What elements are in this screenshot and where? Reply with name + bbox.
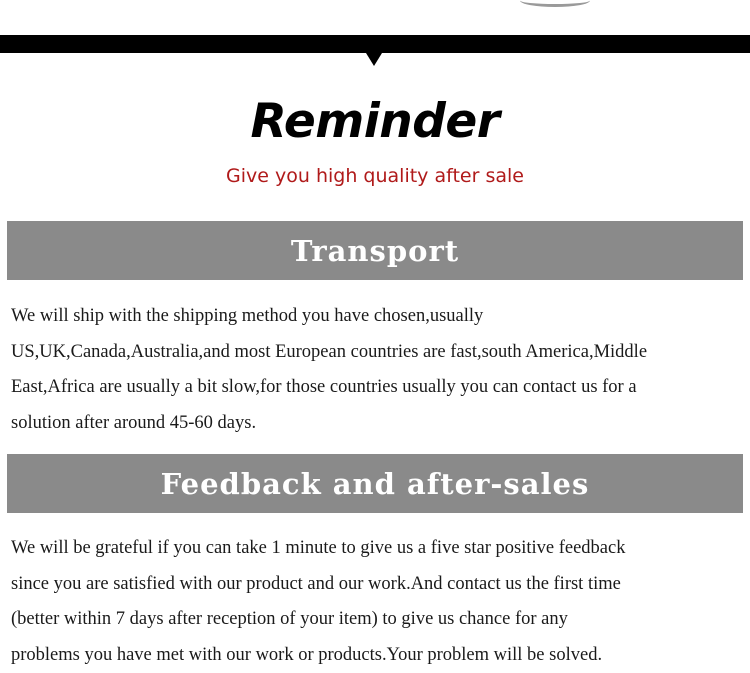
text-line: since you are satisfied with our product and our work.And contact us the first time: [11, 573, 621, 594]
text-line: We will be grateful if you can take 1 minute to give us a five star positive feedback: [11, 538, 626, 558]
section-title: Feedback and after-sales: [160, 466, 590, 501]
page-subtitle: Give you high quality after sale: [226, 165, 524, 187]
product-image-edge: [520, 0, 590, 7]
text-line: US,UK,Canada,Australia,and most European countries are fast,south America,Middle: [11, 341, 648, 362]
section-title: Transport: [290, 233, 460, 268]
text-line: We will ship with the shipping method you have chosen,usually: [11, 306, 484, 326]
divider-arrow-icon: [366, 53, 382, 66]
section-header-feedback: [7, 454, 743, 513]
section-body-feedback: [11, 531, 743, 673]
page-title: Reminder: [250, 94, 500, 149]
section-header-transport: [7, 221, 743, 280]
section-body-transport: [11, 299, 743, 441]
text-line: East,Africa are usually a bit slow,for those countries usually you can contact us for a: [11, 377, 637, 398]
text-line: solution after around 45-60 days.: [11, 412, 257, 433]
divider-bar: [0, 35, 750, 53]
text-line: (better within 7 days after reception of your item) to give us chance for any: [11, 609, 568, 630]
text-line: problems you have met with our work or products.Your problem will be solved.: [11, 644, 603, 665]
